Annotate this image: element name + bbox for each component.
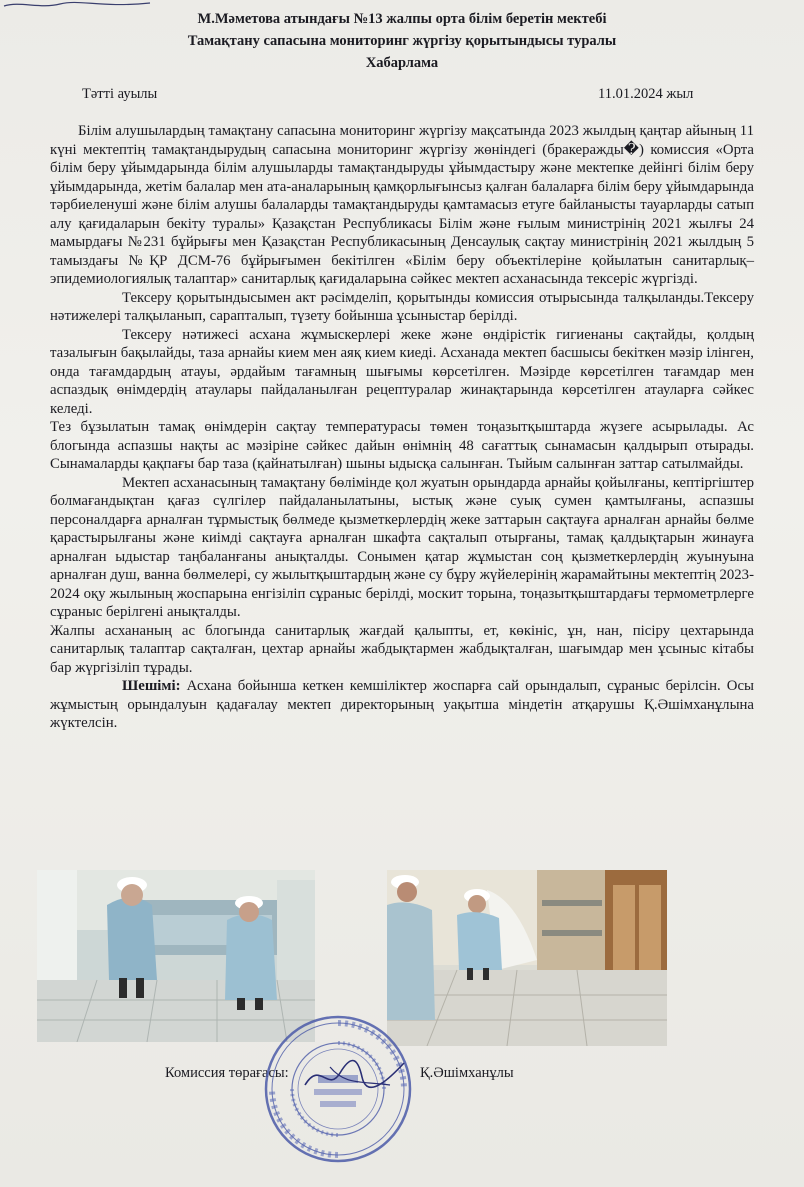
signature-name: Қ.Әшімханұлы [420,1065,514,1081]
document-body [50,122,754,733]
paragraph: Білім алушылардың тамақтану сапасына мониторинг жүргізу мақсатында 2023 жылдың қаңтар айының 11 күні мектептің тамақтандырудың сапасына мониторинг жүргізу жөніндегі (бракеражды�) комиссия «Орта білім беру ұйымдарында білім алушыларды тамақтандыруды ұйымдастыру және мектепке дейінгі білім беру ұйымдарында, жетім балалар мен ата-аналарының қамқорлығынсыз қалған балаларға білім беру ұйымдарында тәрбиеленуші және білім алушы балаларды тамақтандыруды қамтамасыз етуге байланысты тауарларды сатып алу қағидаларын бекіту туралы» Қазақстан Республикасы Білім және ғылым министрінің 2021 жылғы 24 мамырдағы №231 бұйрығы мен Қазақстан Республикасының Денсаулық сақтау министрінің 2021 жылдың 5 тамыздағы №ҚР ДСМ-76 бұйрығымен бекітілген «Білім беру объектілеріне қойылатын санитарлық–эпидемиологиялық талаптар» санитарлық қағидаларына сәйкес мектеп асханасында тексеріс жүргізді. [50,123,754,287]
signature-label: Комиссия төрағасы: [165,1065,289,1081]
decision-text: Асхана бойынша кеткен кемшіліктер жоспарға сай орындалып, сұраныс берілсін. Осы жұмыстың орындалуын қадағалау мектеп директорының уақытша міндетін атқарушы Қ.Әшімханұлына жүктелсін. [50,678,754,731]
paragraph: Жалпы асхананың ас блогында санитарлық жағдай қалыпты, ет, көкініс, ұн, нан, пісіру цехтарында санитарлық талаптар сақталған, цехтар арнайы жабдықтармен жабдықталған, шағымдар мен ұсыныс кітабы бар жүргізіліп тұрады. [50,622,754,676]
decision-label: Шешімі: [122,678,181,694]
decision-paragraph [50,677,754,733]
photo-kitchen-corridor [387,870,667,1046]
date: 11.01.2024 жыл [598,86,694,102]
school-name: М.Мәметова атындағы №13 жалпы орта білім беретін мектебі [197,11,607,27]
paragraph: Тез бұзылатын тамақ өнімдерін сақтау температурасы төмен тоңазытқыштарда жүзеге асырылады. Ас блогында аспазшы нақты ас мәзіріне сәйкес дайын өнімнің 48 сағаттық сынамасын қалдырып отырады. Сынамаларды қақпағы бар таза (қайнатылған) шыны ыдысқа салынған. Тыйым салынған заттар сатылмайды. [50,419,754,472]
document-type: Хабарлама [365,55,439,71]
document-subject: Тамақтану сапасына мониторинг жүргізу қорытындысы туралы [187,33,617,49]
handwritten-signature [300,1055,410,1095]
paragraph: Мектеп асханасының тамақтану бөлімінде қол жуатын орындарда арнайы қойылғаны, кептіргіштер болмағандықтан қағаз сүлгілер пайдаланылатыны, ыстық және суық сумен қамтылғаны, аспазшы персоналдарға арналған тұрмыстық бөлмеде қызметкерлердің жеке заттарын сақтауға арналған арнайы бөлме қарастырылғаны және киімді сақтауға арналған шкафта сақталып отырғаны, тамақ қалдықтарын жинауға арналған ыдыстар таңбаланғаны анықталды. Сонымен қатар жұмыстан соң қызметкерлердің жуынуына арналған душ, ванна бөлмелері, су жылытқыштардың және су бұру жүйелерінің жарамайтыны мектептің 2023-2024 оқу жылының жоспарына енгізіліп сұраныс берілді, москит торына, тоңазытқыштардағы термометрлерге сұраныс берілгені анықталды. [50,474,754,620]
place: Тәтті ауылы [82,86,158,102]
paragraph: Тексеру нәтижесі асхана жұмыскерлері жеке және өндірістік гигиенаны сақтайды, қолдың тазалығын бақылайды, таза арнайы кием мен аяқ кием киеді. Асханада мектеп басшысы бекіткен мәзір ілінген, онда тағамдардың атауы, әрдайым тағамның шығымы көрсетілген. Мәзірде көрсетілген тағамдар мен аспаздық өнімдердің атаулары пайдаланылған рецептуралар жинақтарында көрсетілген атауларға сәйкес келеді. [50,326,754,417]
paragraph: Тексеру қорытындысымен акт рәсімделіп, қорытынды комиссия отырысында талқыланды.Тексеру нәтижелері талқыланып, сарапталып, түзету бойынша ұсыныстар берілді. [50,289,754,324]
